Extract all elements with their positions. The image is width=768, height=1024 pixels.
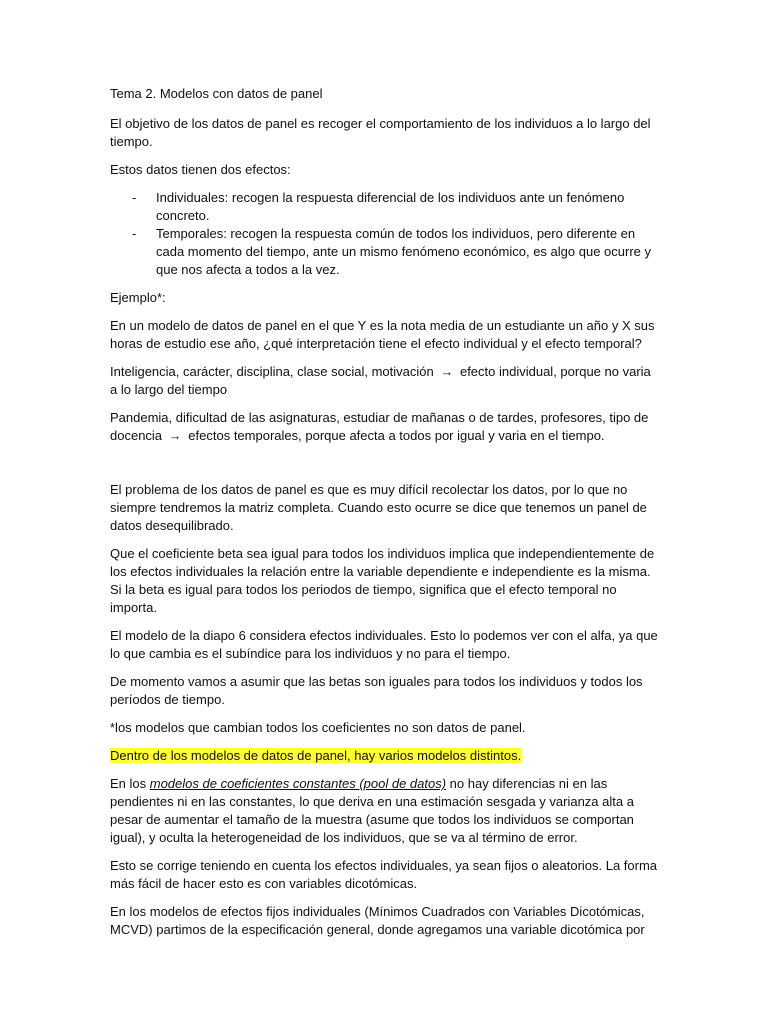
paragraph-example-question: En un modelo de datos de panel en el que Y es la nota media de un estudiante un año y X sus horas de estudio ese año, ¿qué interpretación tiene el efecto individual y el efecto temporal? xyxy=(110,318,655,351)
paragraph-objective: El objetivo de los datos de panel es recoger el comportamiento de los individuos a lo largo del tiempo. xyxy=(110,116,651,149)
example-label: Ejemplo*: xyxy=(110,290,166,305)
list-item-text: Individuales: recogen la respuesta diferencial de los individuos ante un fenómeno concreto. xyxy=(156,190,625,223)
paragraph-spacer xyxy=(110,455,660,481)
pool-description-text: no hay diferencias ni en las pendientes ni en las constantes, lo que deriva en una estimación sesgada y varianza alta a pesar de aumentar el tamaño de la muestra (asume que todos los individuos se comportan igual), y oculta la heterogeneidad de los individuos, que se va al término de error. xyxy=(110,776,634,845)
arrow-right-icon: → xyxy=(440,364,454,379)
paragraph-pool-model xyxy=(110,775,660,847)
paragraph-individual-answer xyxy=(110,363,660,399)
paragraph-fixed-effects: En los modelos de efectos fijos individuales (Mínimos Cuadrados con Variables Dicotómicas, MCVD) partimos de la especificación general, donde agregamos una variable dicotómica por xyxy=(110,904,645,937)
list-item-temporal-effect xyxy=(110,225,660,279)
effects-list xyxy=(110,189,660,279)
paragraph-footnote: *los modelos que cambian todos los coeficientes no son datos de panel. xyxy=(110,720,526,735)
answer-result-text: efectos temporales, porque afecta a todos por igual y varia en el tiempo. xyxy=(188,428,605,443)
pool-model-term: modelos de coeficientes constantes (pool de datos) xyxy=(149,776,447,791)
list-dash-marker: - xyxy=(132,226,137,241)
section-title: Tema 2. Modelos con datos de panel xyxy=(110,86,323,101)
highlighted-text: Dentro de los modelos de datos de panel, hay varios modelos distintos. xyxy=(110,748,522,763)
answer-causes-text: Inteligencia, carácter, disciplina, clase social, motivación xyxy=(110,364,434,379)
paragraph-highlighted xyxy=(110,747,660,765)
list-dash-marker: - xyxy=(132,190,137,205)
paragraph-correction: Esto se corrige teniendo en cuenta los efectos individuales, ya sean fijos o aleatorios. La forma más fácil de hacer esto es con variables dicotómicas. xyxy=(110,858,658,891)
paragraph-slide-model: El modelo de la diapo 6 considera efectos individuales. Esto lo podemos ver con el alfa, ya que lo que cambia es el subíndice para los individuos y no para el tiempo. xyxy=(110,628,658,661)
paragraph-unbalanced-panel: El problema de los datos de panel es que es muy difícil recolectar los datos, por lo que no siempre tendremos la matriz completa. Cuando esto ocurre se dice que tenemos un panel de datos desequilibrado. xyxy=(110,482,647,533)
pool-intro-text: En los xyxy=(110,776,150,791)
list-item-individual-effect xyxy=(110,189,660,225)
paragraph-beta-coefficient: Que el coeficiente beta sea igual para todos los individuos implica que independientemente de los efectos individuales la relación entre la variable dependiente e independiente es la misma. Si la beta es igual para todos los periodos de tiempo, significa que el efecto temporal no importa. xyxy=(110,546,655,615)
paragraph-effects-intro: Estos datos tienen dos efectos: xyxy=(110,162,291,177)
paragraph-assumption: De momento vamos a asumir que las betas son iguales para todos los individuos y todos los períodos de tiempo. xyxy=(110,674,643,707)
answer-result-text: efecto individual, porque no varia a lo largo del tiempo xyxy=(110,364,651,397)
arrow-right-icon: → xyxy=(168,428,182,443)
document-body xyxy=(110,85,660,949)
answer-causes-text: Pandemia, dificultad de las asignaturas, estudiar de mañanas o de tardes, profesores, tipo de docencia xyxy=(110,410,649,443)
list-item-text: Temporales: recogen la respuesta común de todos los individuos, pero diferente en cada momento del tiempo, ante un mismo fenómeno económico, es algo que ocurre y que nos afecta a todos a la vez. xyxy=(156,226,651,277)
paragraph-temporal-answer xyxy=(110,409,660,445)
